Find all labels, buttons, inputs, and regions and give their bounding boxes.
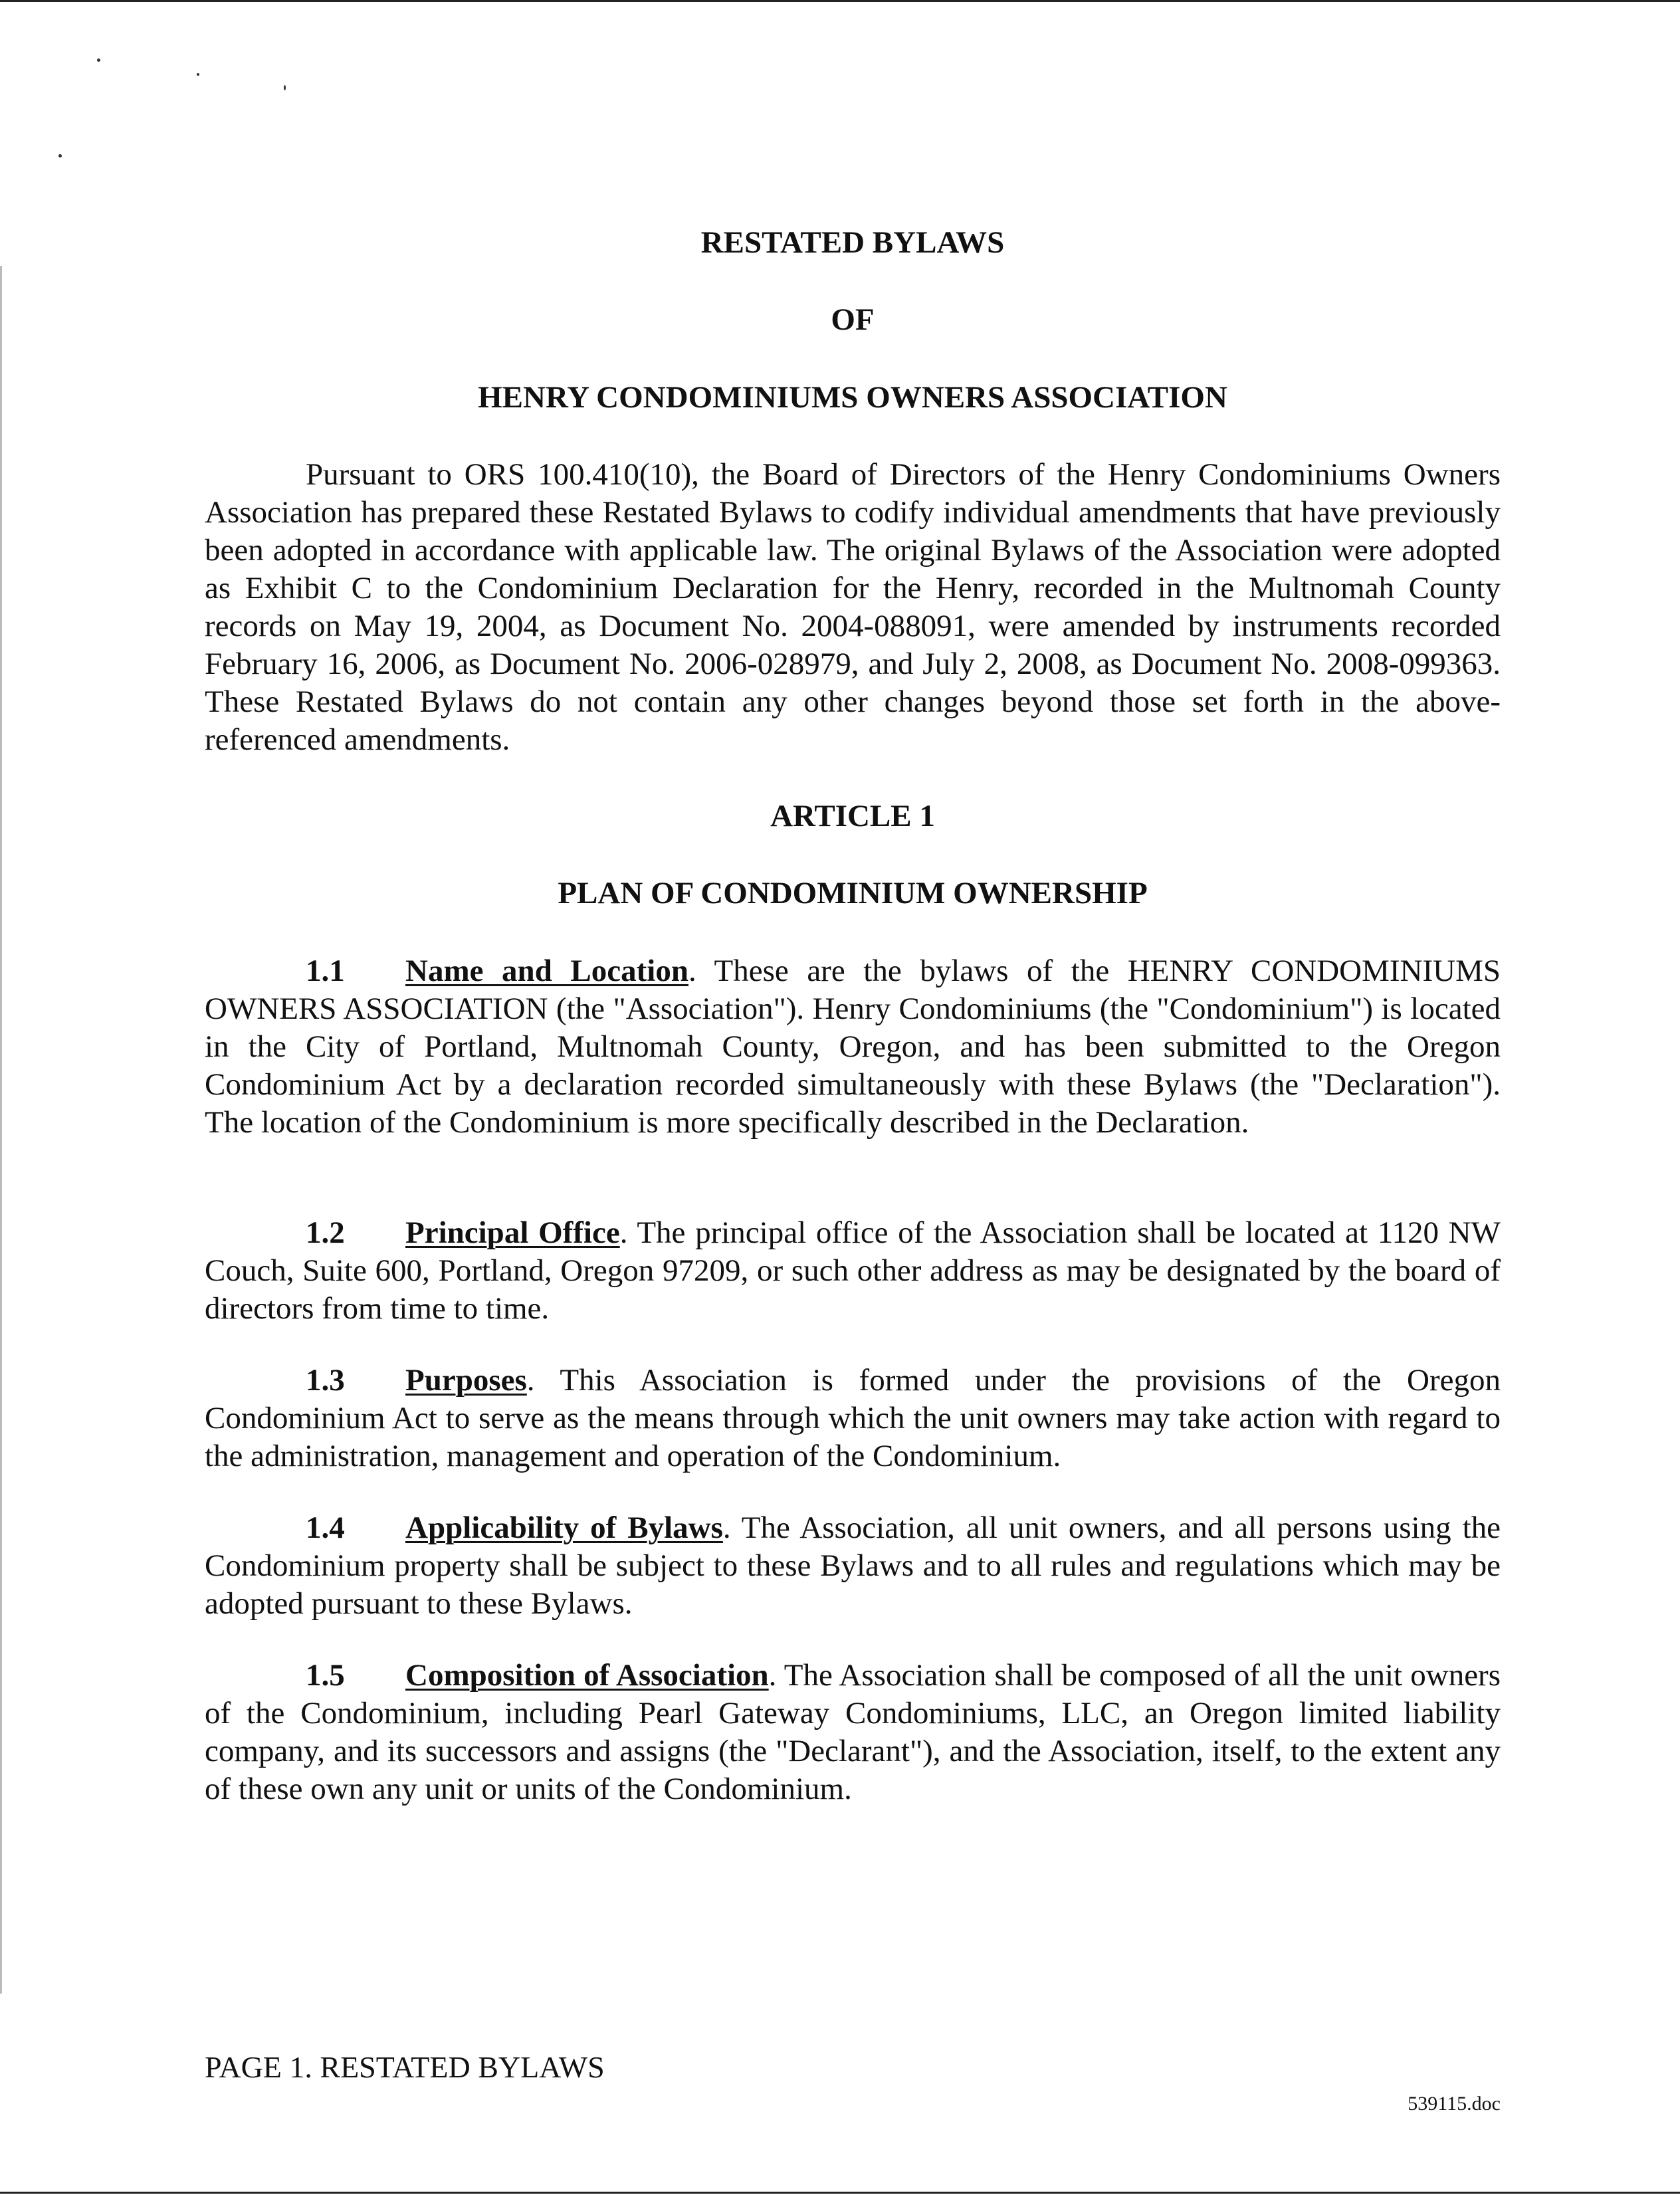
section-1-5: 1.5 Composition of Association. The Association shall be composed of all the unit owners of the Condominium, including Pearl Gateway Condominiums, LLC, an Oregon limited liability company, and its successors and assigns (the "Declarant"), and the Association, itself, to the extent any of these own any unit or units of the Condominium.: [205, 1658, 1501, 1806]
section-title: Name and Location: [405, 954, 688, 988]
section-text: The Association, all unit owners, and all persons using the Condominium property shall be subject to these Bylaws and to all rules and regulations which may be adopted pursuant to these Bylaws.: [205, 1511, 1501, 1621]
scan-bottom-border: [0, 2192, 1680, 2194]
association-name-heading: HENRY CONDOMINIUMS OWNERS ASSOCIATION: [478, 380, 1227, 415]
scan-speck: [197, 73, 199, 76]
intro-text: Pursuant to ORS 100.410(10), the Board of Directors of the Henry Condominiums Owners Association has prepared these Restated Bylaws to codify individual amendments that have previously been adopted in accordance with applicable law. The original Bylaws of the Association were adopted as Exhibit C to the Condominium Declaration for the Henry, recorded in the Multnomah County records on May 19, 2004, as Document No. 2004-088091, were amended by instruments recorded February 16, 2006, as Document No. 2006-028979, and July 2, 2008, as Document No. 2008-099363. These Restated Bylaws do not contain any other changes beyond those set forth in the above-referenced amendments.: [205, 457, 1501, 757]
section-1-1: 1.1 Name and Location. These are the bylaws of the HENRY CONDOMINIUMS OWNERS ASSOCIATION (the "Association"). Henry Condominiums (the "Condominium") is located in the City of Portland, Multnomah County, Oregon, and has been submitted to the Oregon Condominium Act by a declaration recorded simultaneously with these Bylaws (the "Declaration"). The location of the Condominium is more specifically described in the Declaration.: [205, 954, 1501, 1140]
document-title-of: OF: [831, 302, 875, 337]
section-title: Composition of Association: [405, 1658, 769, 1693]
section-number: 1.5: [306, 1658, 345, 1693]
section-number: 1.3: [306, 1363, 345, 1398]
document-title: RESTATED BYLAWS: [700, 225, 1005, 260]
intro-paragraph: [205, 456, 1501, 759]
section-number: 1.4: [306, 1511, 345, 1545]
section-text: The Association shall be composed of all the unit owners of the Condominium, including Pearl Gateway Condominiums, LLC, an Oregon limited liability company, and its successors and assigns (the "Declarant"), and the Association, itself, to the extent any of these own any unit or units of the Condominium.: [205, 1658, 1501, 1806]
section-title: Principal Office: [405, 1215, 620, 1250]
scan-speck: [97, 58, 100, 62]
article-number: ARTICLE 1: [770, 799, 935, 833]
scan-speck: [58, 154, 62, 157]
page-footer-label: PAGE 1. RESTATED BYLAWS: [205, 2050, 605, 2084]
scan-top-border: [0, 0, 1680, 2]
section-1-3: 1.3 Purposes. This Association is formed under the provisions of the Oregon Condominium Act to serve as the means through which the unit owners may take action with regard to the administration, management and operation of the Condominium.: [205, 1363, 1501, 1473]
section-title: Purposes: [405, 1363, 527, 1398]
section-1-2: 1.2 Principal Office. The principal office of the Association shall be located at 1120 NW Couch, Suite 600, Portland, Oregon 97209, or such other address as may be designated by the board of directors from time to time.: [205, 1215, 1501, 1326]
section-text: The principal office of the Association shall be located at 1120 NW Couch, Suite 600, Portland, Oregon 97209, or such other address as may be designated by the board of directors from time to time.: [205, 1215, 1501, 1326]
section-title: Applicability of Bylaws: [405, 1511, 723, 1545]
article-title: PLAN OF CONDOMINIUM OWNERSHIP: [558, 876, 1148, 910]
section-text: These are the bylaws of the HENRY CONDOMINIUMS OWNERS ASSOCIATION (the "Association"). Henry Condominiums (the "Condominium") is located in the City of Portland, Multnomah County, Oregon, and has been submitted to the Oregon Condominium Act by a declaration recorded simultaneously with these Bylaws (the "Declaration"). The location of the Condominium is more specifically described in the Declaration.: [205, 954, 1501, 1140]
section-number: 1.1: [306, 954, 345, 988]
section-1-4: 1.4 Applicability of Bylaws. The Association, all unit owners, and all persons using the Condominium property shall be subject to these Bylaws and to all rules and regulations which may be adopted pursuant to these Bylaws.: [205, 1511, 1501, 1621]
document-id: 539115.doc: [1408, 2093, 1501, 2115]
section-number: 1.2: [306, 1215, 345, 1250]
scan-left-edge: [0, 266, 2, 1994]
scan-speck: [284, 85, 286, 90]
section-text: This Association is formed under the provisions of the Oregon Condominium Act to serve as the means through which the unit owners may take action with regard to the administration, management and operation of the Condominium.: [205, 1363, 1501, 1473]
